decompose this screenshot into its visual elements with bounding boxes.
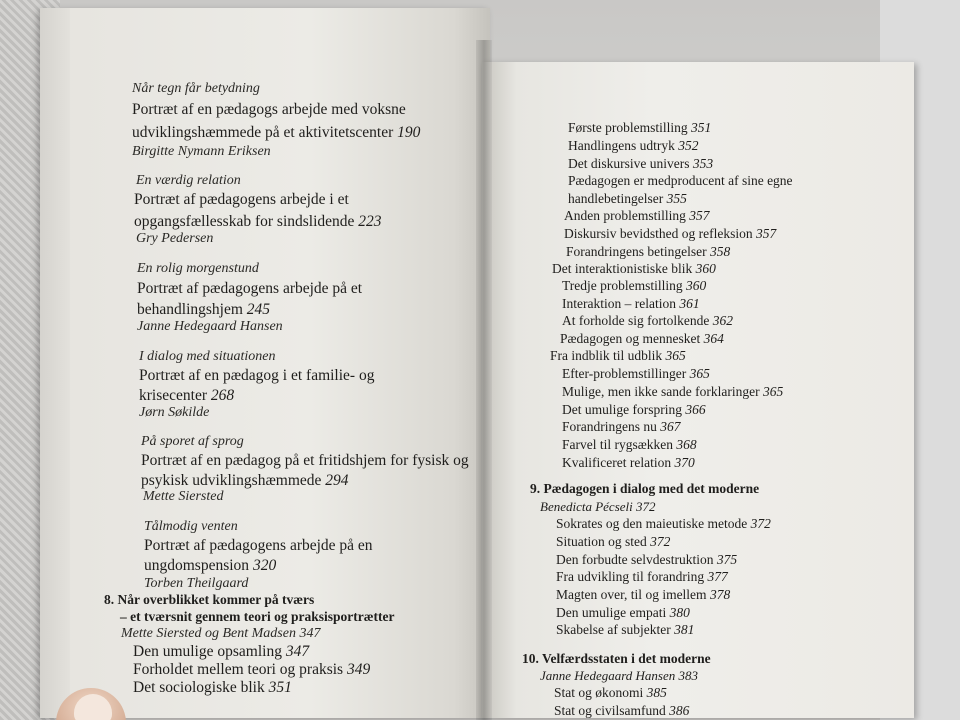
left-toc-line [137,320,283,334]
left-toc-line [143,490,223,504]
left-toc-line [120,610,394,624]
toc-entry-text: Situation og sted [556,534,647,549]
toc-entry-text: Fra indblik til udblik [550,348,663,363]
toc-entry-text: Gry Pedersen [136,231,214,246]
left-toc-line [141,435,244,449]
left-toc-line [136,174,241,188]
toc-page-number: 358 [709,244,731,259]
toc-entry-text: Forandringens nu [562,419,657,434]
right-toc-line [568,121,711,135]
toc-entry-text: Portræt af en pædagog i et familie- og [139,367,375,384]
toc-entry-text: Magten over, til og imellem [556,587,707,602]
toc-page-number: 375 [716,552,738,567]
left-toc-line [121,627,320,641]
toc-entry-text: Janne Hedegaard Hansen [540,668,676,683]
toc-page-number: 245 [246,301,271,318]
left-toc-line [104,593,314,607]
toc-page-number: 294 [325,472,349,489]
toc-page-number: 360 [695,261,716,276]
toc-page-number: 355 [666,191,687,206]
toc-page-number: 351 [268,679,292,696]
toc-entry-text: 10. Velfærdsstaten i det moderne [522,651,711,666]
left-toc-line [137,302,270,318]
left-toc-line [139,388,234,404]
toc-page-number: 367 [660,419,681,434]
toc-entry-text: Den forbudte selvdestruktion [556,552,714,567]
toc-page-number: 347 [285,643,310,660]
toc-page-number: 351 [691,120,712,135]
toc-entry-text: behandlingshjem [137,301,243,318]
toc-entry-text: Den umulige opsamling [133,643,282,660]
toc-entry-text: Anden problemstilling [564,208,686,223]
toc-entry-text: Portræt af en pædagog på et fritidshjem for fysisk og [141,452,469,469]
toc-page-number: 268 [210,387,235,404]
toc-entry-text: Mette Siersted [143,489,224,504]
left-toc-line [133,662,370,678]
toc-entry-text: Pædagogen og mennesket [560,331,701,346]
left-toc-line [144,558,276,574]
right-toc-line [566,245,730,259]
left-toc-line [139,350,276,364]
toc-entry-text: Det sociologiske blik [133,679,265,696]
left-page-edge [40,8,70,718]
toc-entry-text: Tålmodig venten [144,519,238,534]
toc-entry-text: Det diskursive univers [568,156,690,171]
toc-entry-text: Farvel til rygsækken [562,437,673,452]
right-toc-line [568,139,699,153]
right-toc-line [556,570,728,584]
left-toc-line [132,125,420,141]
right-toc-line [568,157,713,171]
right-toc-line [554,704,689,718]
right-toc-line [522,652,711,666]
toc-page-number: 383 [678,668,699,683]
toc-entry-text: Interaktion – relation [562,296,676,311]
toc-entry-text: Birgitte Nymann Eriksen [132,144,271,159]
toc-page-number: 368 [676,437,697,452]
right-toc-line [556,517,771,531]
toc-entry-text: I dialog med situationen [139,349,276,364]
left-toc-line [132,102,406,118]
toc-entry-text: Benedicta Pécseli [540,499,633,514]
toc-entry-text: Kvalificeret relation [562,455,672,470]
toc-entry-text: Jørn Søkilde [139,405,210,420]
right-toc-line [556,553,737,567]
toc-page-number: 223 [358,213,382,230]
toc-entry-text: handlebetingelser [568,191,664,206]
toc-page-number: 352 [678,138,699,153]
right-toc-line [562,367,710,381]
book-gutter [476,40,492,720]
toc-entry-text: Portræt af en pædagogs arbejde med voksne [132,101,406,118]
toc-entry-text: Torben Theilgaard [144,576,249,591]
toc-page-number: 377 [707,569,728,584]
right-toc-line [564,209,710,223]
toc-page-number: 353 [692,156,714,171]
left-toc-line [134,214,382,230]
toc-entry-text: Fra udvikling til forandring [556,569,705,584]
right-toc-line [562,314,733,328]
left-toc-line [139,406,209,420]
toc-page-number: 364 [703,331,724,346]
left-toc-line [133,644,309,660]
right-toc-line [560,332,724,346]
toc-entry-text: Portræt af pædagogens arbejde på en [144,537,373,554]
toc-entry-text: krisecenter [139,387,207,404]
left-toc-line [136,232,213,246]
toc-entry-text: 9. Pædagogen i dialog med det moderne [530,481,760,496]
right-toc-line [562,438,697,452]
toc-entry-text: Når tegn får betydning [132,81,260,96]
left-toc-line [141,453,469,469]
right-toc-line [562,279,706,293]
toc-page-number: 380 [669,605,690,620]
toc-page-number: 365 [762,384,784,399]
toc-entry-text: Skabelse af subjekter [556,622,671,637]
toc-entry-text: Pædagogen er medproducent af sine egne [568,173,793,188]
left-toc-line [137,281,362,297]
toc-entry-text: 8. Når overblikket kommer på tværs [104,592,315,607]
toc-page-number: 365 [665,348,686,363]
toc-page-number: 378 [709,587,731,602]
toc-page-number: 372 [650,534,671,549]
toc-entry-text: Portræt af pædagogens arbejde i et [134,191,349,208]
right-toc-line [550,349,686,363]
right-toc-line [552,262,716,276]
left-toc-line [133,680,292,696]
right-toc-line [568,192,687,206]
toc-page-number: 372 [750,516,771,531]
right-toc-line [564,227,776,241]
toc-entry-text: En værdig relation [136,173,241,188]
right-toc-line [556,606,690,620]
toc-entry-text: Mulige, men ikke sande forklaringer [562,384,760,399]
right-toc-line [540,669,698,682]
toc-page-number: 360 [686,278,707,293]
right-toc-line [562,385,783,399]
toc-page-number: 347 [299,626,321,641]
toc-entry-text: Første problemstilling [568,120,688,135]
toc-entry-text: Det interaktionistiske blik [552,261,693,276]
toc-page-number: 190 [397,124,421,141]
toc-entry-text: Tredje problemstilling [562,278,683,293]
toc-page-number: 385 [646,685,667,700]
right-toc-line [562,456,695,470]
toc-entry-text: Forholdet mellem teori og praksis [133,661,344,678]
toc-page-number: 357 [755,226,777,241]
toc-entry-text: Sokrates og den maieutiske metode [556,516,748,531]
toc-entry-text: Janne Hedegaard Hansen [137,319,283,334]
toc-entry-text: psykisk udviklingshæmmede [141,472,322,489]
toc-page-number: 386 [669,703,690,718]
toc-entry-text: opgangsfællesskab for sindslidende [134,213,355,230]
toc-entry-text: udviklingshæmmede på et aktivitetscenter [132,124,394,141]
right-toc-line [556,588,730,602]
toc-page-number: 365 [689,366,710,381]
toc-entry-text: At forholde sig fortolkende [562,313,710,328]
left-toc-line [132,145,271,159]
left-toc-line [144,520,238,534]
toc-entry-text: På sporet af sprog [141,434,244,449]
right-toc-line [540,500,656,513]
toc-page-number: 370 [674,455,695,470]
toc-entry-text: Forandringens betingelser [566,244,707,259]
toc-entry-text: Det umulige forspring [562,402,682,417]
toc-page-number: 349 [346,661,371,678]
right-toc-line [562,403,706,417]
left-toc-line [144,577,248,591]
toc-entry-text: Den umulige empati [556,605,667,620]
toc-page-number: 362 [712,313,733,328]
left-toc-line [144,538,373,554]
toc-page-number: 372 [636,499,656,514]
left-toc-line [141,473,349,489]
toc-entry-text: Stat og økonomi [554,685,644,700]
right-toc-line [556,535,670,549]
right-toc-line [530,482,759,496]
toc-entry-text: Handlingens udtryk [568,138,675,153]
left-toc-line [134,192,349,208]
toc-entry-text: Portræt af pædagogens arbejde på et [137,280,363,297]
right-toc-line [554,686,667,700]
right-toc-line [562,297,700,311]
left-toc-line [137,262,259,276]
toc-entry-text: Mette Siersted og Bent Madsen [121,626,296,641]
toc-entry-text: ungdomspension [144,557,250,574]
toc-entry-text: En rolig morgenstund [137,261,259,276]
toc-page-number: 366 [685,402,706,417]
left-toc-line [132,82,260,96]
right-toc-line [568,174,793,188]
toc-page-number: 381 [674,622,695,637]
toc-entry-text: Efter-problemstillinger [562,366,687,381]
right-toc-line [556,623,694,637]
toc-page-number: 361 [679,296,700,311]
toc-entry-text: – et tværsnit gennem teori og praksisportrætter [120,609,395,624]
toc-page-number: 320 [252,557,277,574]
toc-page-number: 357 [689,208,710,223]
toc-entry-text: Diskursiv bevidsthed og refleksion [564,226,753,241]
left-toc-line [139,368,374,384]
toc-entry-text: Stat og civilsamfund [554,703,666,718]
right-toc-line [562,420,681,434]
